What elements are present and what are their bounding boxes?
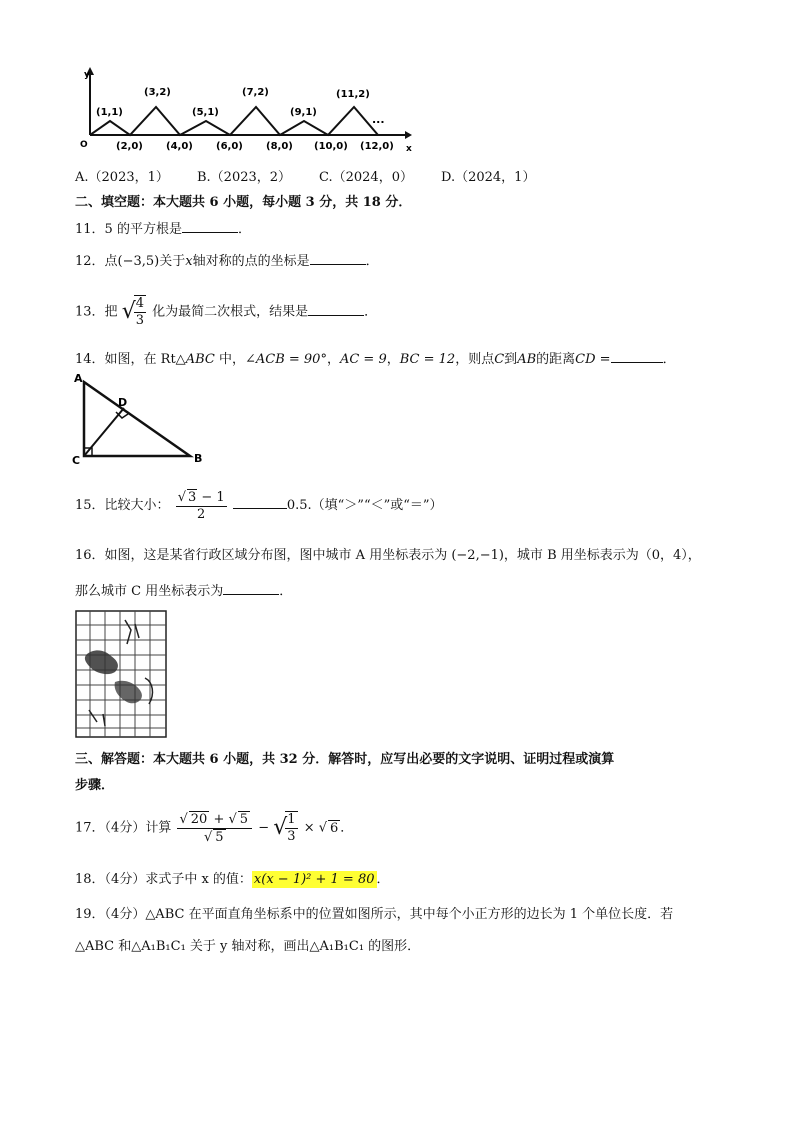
punct: ，: [386, 352, 400, 367]
punct: ．: [364, 304, 378, 320]
q14-text: 到: [504, 352, 518, 367]
x-axis-label: x: [406, 144, 412, 154]
q14-text: ，则点: [455, 352, 495, 367]
q17-frac-den: 3: [287, 829, 296, 844]
valley-label: (4,0): [166, 141, 193, 152]
q15-post: 0.5.（填“＞”“＜”或“＝”）: [286, 498, 443, 513]
origin-label: O: [80, 140, 88, 150]
q17-rad5: 5: [239, 811, 249, 827]
q12-var: x: [185, 254, 193, 269]
valley-label: (12,0): [360, 141, 394, 152]
question-11: [75, 218, 251, 240]
q14-cd: CD =: [575, 352, 611, 367]
q15-fraction: $\frac{√ 3 - 1}{2}$: [177, 489, 225, 522]
label-c: C: [72, 454, 81, 467]
ellipsis: ...: [372, 113, 385, 126]
triangle-figure: [70, 372, 210, 467]
q14-tri: ABC: [185, 352, 215, 367]
answer-blank: [310, 250, 366, 265]
punct: ．: [340, 820, 354, 836]
q17-pre: 17．（4分）计算: [75, 820, 172, 836]
valley-label: (2,0): [116, 141, 143, 152]
q18-pre: 18．（4分）求式子中 x 的值：: [75, 872, 252, 887]
question-19-line2: △ABC 和△A₁B₁C₁ 关于 y 轴对称，画出△A₁B₁C₁ 的图形．: [75, 939, 421, 954]
q17-rad20: 20: [190, 811, 208, 827]
punct: ．: [279, 584, 293, 599]
q14-text: 的距离: [536, 352, 576, 367]
peak-label: (9,1): [290, 107, 317, 118]
question-16-line1: 16．如图，这是某省行政区域分布图，图中城市 A 用坐标表示为 (−2,−1)，城市 B 用坐标表示为（0，4），: [75, 548, 701, 563]
zigzag-graph: [70, 65, 415, 160]
q17-den: 5: [215, 829, 224, 845]
peak-label: (3,2): [144, 87, 171, 98]
answer-blank: [308, 301, 364, 316]
question-15: [75, 486, 443, 526]
q10-options: [75, 168, 563, 188]
q17-frac2: [285, 811, 297, 845]
valley-label: (10,0): [314, 141, 348, 152]
q15-pre: 15．比较大小：: [75, 498, 170, 513]
punct: ．: [662, 352, 676, 367]
q17-fraction: $\frac{√ 20 + √ 5}{√ 5}$: [177, 811, 252, 846]
question-16-line2: [75, 580, 292, 602]
question-17: 17．（4分）计算 $\frac{√ 20 + √ 5}{√ 5}$ − √ $\frac{1}{3}$ × √ 6 ．: [75, 811, 354, 845]
q13-post: 化为最简二次根式，结果是: [152, 304, 309, 320]
q12-mid: 关于: [159, 254, 186, 269]
q17-rad6: 6: [330, 820, 339, 836]
q14-pre: 14．如图，在 Rt△: [75, 352, 186, 367]
q15-rest: − 1: [197, 489, 225, 505]
q13-den: 3: [135, 313, 144, 328]
answer-blank: [223, 580, 279, 595]
q14-ab: AB: [517, 352, 537, 367]
peak-label: (1,1): [96, 107, 123, 118]
q18-equation: x(x − 1)² + 1 = 80: [253, 872, 375, 887]
option-c: C.（2024，0）: [319, 170, 413, 185]
map-grid-figure: [75, 610, 167, 740]
answer-blank: [611, 348, 663, 363]
punct: ．: [237, 222, 251, 237]
q15-rad: 3: [187, 489, 197, 505]
q14-bc: BC = 12: [399, 352, 456, 367]
q14-c: C: [494, 352, 505, 367]
section2-title: 二、填空题：本大题共 6 小题，每小题 3 分，共 18 分．: [75, 195, 412, 210]
question-12: [75, 250, 379, 272]
q13-pre: 13．把: [75, 304, 118, 320]
q13-num: 4: [135, 296, 144, 311]
option-b: B.（2023，2）: [197, 170, 292, 185]
q17-minus: −: [258, 820, 274, 836]
q17-plus: +: [209, 811, 229, 827]
q12-pre: 12．点: [75, 254, 118, 269]
question-14: [75, 348, 676, 370]
section3-title-cont: 步骤．: [75, 778, 115, 793]
option-a: A.（2023，1）: [75, 170, 169, 185]
option-d: D.（2024，1）: [441, 170, 536, 185]
label-a: A: [74, 372, 83, 385]
valley-label: (8,0): [266, 141, 293, 152]
q12-point: (−3,5): [117, 254, 160, 269]
section3-title: 三、解答题：本大题共 6 小题，共 32 分．解答时，应写出必要的文字说明、证明过程或演算: [75, 752, 615, 767]
answer-blank: [233, 494, 287, 509]
q15-den: 2: [197, 506, 206, 522]
question-18: [75, 870, 390, 890]
q11-text: 11．5 的平方根是: [75, 222, 182, 237]
q12-post: 轴对称的点的坐标是: [192, 254, 310, 269]
punct: ，: [326, 352, 340, 367]
y-axis-label: y: [84, 70, 90, 80]
valley-label: (6,0): [216, 141, 243, 152]
q16-text: 那么城市 C 用坐标表示为: [75, 584, 224, 599]
zigzag-line: [90, 107, 378, 135]
peak-label: (7,2): [242, 87, 269, 98]
q14-ac: AC = 9: [339, 352, 387, 367]
q13-fraction: [134, 295, 146, 329]
q17-frac-num: 1: [287, 812, 296, 827]
question-19-line1: 19．（4分）△ABC 在平面直角坐标系中的位置如图所示，其中每个小正方形的边长为 1 个单位长度．若: [75, 907, 674, 922]
peak-label: (5,1): [192, 107, 219, 118]
q14-mid: 中，: [214, 352, 245, 367]
label-b: B: [194, 452, 203, 465]
punct: ．: [365, 254, 379, 269]
punct: ．: [376, 872, 390, 887]
answer-blank: [182, 218, 238, 233]
question-13: 13．把 √ $\frac{4}{3}$ 化为最简二次根式，结果是 ．: [75, 296, 378, 328]
label-d: D: [118, 396, 128, 409]
q17-times: ×: [303, 820, 319, 836]
peak-label: (11,2): [336, 89, 370, 100]
q14-angle: ∠ACB = 90°: [244, 352, 327, 367]
